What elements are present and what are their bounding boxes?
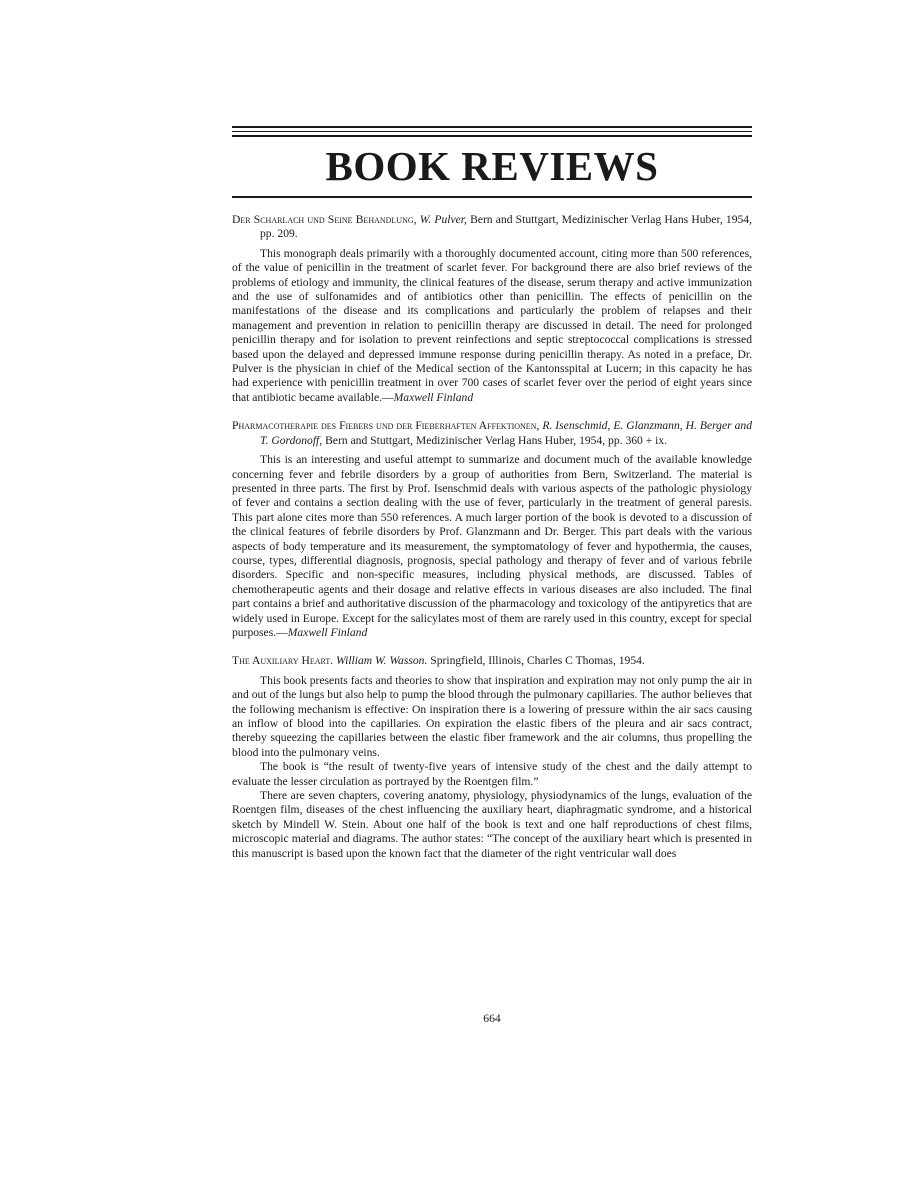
book-title: Der Scharlach und Seine Behandlung, bbox=[232, 213, 417, 226]
book-publisher: Bern and Stuttgart, Medizinischer Verlag Hans Huber, 1954, pp. 209. bbox=[260, 213, 752, 241]
reviews-column bbox=[232, 213, 752, 875]
book-publisher: Springfield, Illinois, Charles C Thomas, 1954. bbox=[430, 654, 645, 668]
book-authors: W. Pulver, bbox=[419, 213, 467, 226]
top-rule bbox=[232, 131, 752, 132]
top-rule bbox=[232, 135, 752, 137]
reviewer-name: Maxwell Finland bbox=[393, 390, 474, 404]
book-publisher: Bern and Stuttgart, Medizinischer Verlag Hans Huber, 1954, pp. 360 + ix. bbox=[325, 433, 668, 447]
top-rule bbox=[232, 126, 752, 128]
review-3 bbox=[232, 654, 752, 861]
review-paragraph: This book presents facts and theories to show that inspiration and expiration may not only pump the air in and out of the lungs but also help to pump the blood through the pulmonary capillaries. The author believes that the following mechanism is effective: On inspiration there is a lowering of pressure within the air sacs causing an inflow of blood into the capillaries. On expiration the elastic fibers of the pleura and air sacs contract, thereby squeezing the capillaries between the elastic fiber framework and the air columns, thus propelling the blood into the pulmonary veins. bbox=[232, 673, 752, 759]
book-title: Pharmacotherapie des Fiebers und der Fieberhaften Affektionen, bbox=[232, 419, 540, 433]
review-citation bbox=[232, 654, 752, 668]
review-1 bbox=[232, 213, 752, 405]
review-citation bbox=[232, 213, 752, 242]
review-paragraph bbox=[232, 453, 752, 640]
page-number: 664 bbox=[483, 1012, 501, 1025]
book-authors: R. Isenschmid, E. Glanzmann, H. Berger and T. Gordonoff, bbox=[260, 419, 752, 447]
review-citation bbox=[232, 419, 752, 448]
review-paragraph: There are seven chapters, covering anatomy, physiology, physiodynamics of the lungs, evaluation of the Roentgen film, diseases of the chest influencing the auxiliary heart, diaphragmatic syndrome, and a historical sketch by Mindell W. Stein. About one half of the book is text and one half reproductions of chest films, microscopic material and diagrams. The author states: “The concept of the auxiliary heart which is presented in this manuscript is based upon the known fact that the diameter of the right ventricular wall does bbox=[232, 789, 752, 860]
review-text: This is an interesting and useful attempt to summarize and document much of the available knowledge concerning fever and febrile disorders by a group of authorities from Bern, Switzerland. The material is presented in three parts. The first by Prof. Isenschmid deals with various aspects of the pathologic physiology of fever and contains a section dealing with the use of fever, particularly in the treatment of general paresis. This part alone cites more than 550 references. A much larger portion of the book is devoted to a discussion of the clinical features of febrile disorders by Prof. Glanzmann and Dr. Berger. This part deals with the various aspects of body temperature and its measurement, the symptomatology of fever and hypothermia, the causes, course, types, differential diagnosis, prognosis, special pathology and therapy of fever and of various febrile disorders. Specific and non-specific measures, including physical methods, are discussed. Tables of chemotherapeutic agents and their dosage and relative effects in various diseases are also included. The final part contains a brief and authoritative discussion of the pharmacology and toxicology of the antipyretics that are widely used in Europe. Except for the salicylates most of them are rarely used in this country, except for special purposes.— bbox=[232, 453, 752, 639]
reviewer-name: Maxwell Finland bbox=[287, 625, 368, 639]
book-authors: William W. Wasson. bbox=[336, 654, 428, 668]
page-title: BOOK REVIEWS bbox=[325, 143, 659, 189]
review-text: This monograph deals primarily with a thoroughly documented account, citing more than 500 references, of the value of penicillin in the treatment of scarlet fever. For background there are also brief reviews of the problems of etiology and immunity, the clinical features of the disease, serum therapy and active immunization and the use of sulfonamides and of antibiotics other than penicillin. The effects of penicillin on the manifestations of the disease and its complications and particularly the problem of relapses and their management and prevention in relation to penicillin therapy are discussed in detail. The need for prolonged penicillin therapy and for isolation to prevent reinfections and septic streptococcal complications is stressed based upon the delayed and depressed immune response during penicillin therapy. As noted in a preface, Dr. Pulver is the physician in chief of the Medical section of the Kantonsspital at Lucern; in this capacity he has had experience with penicillin treatment in over 700 cases of scarlet fever over the period of eight years since that antibiotic became available.— bbox=[232, 246, 752, 404]
book-title: The Auxiliary Heart. bbox=[232, 654, 334, 668]
review-paragraph: The book is “the result of twenty-five years of intensive study of the chest and the daily attempt to evaluate the lesser circulation as portrayed by the Roentgen film.” bbox=[232, 760, 752, 788]
review-paragraph bbox=[232, 247, 752, 405]
header-rules bbox=[232, 126, 752, 140]
review-2 bbox=[232, 419, 752, 640]
title-underline-rule bbox=[232, 196, 752, 198]
